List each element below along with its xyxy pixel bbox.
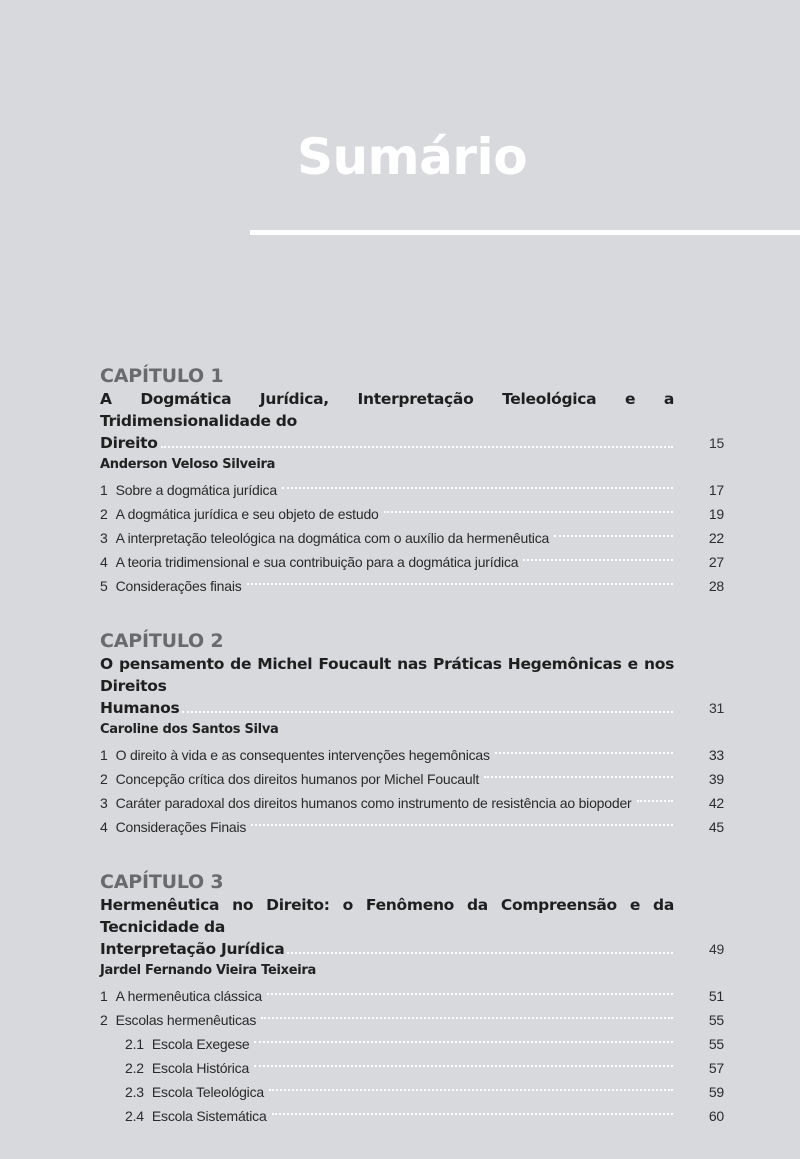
entry-page-number: 22 [708,530,724,546]
dot-leader [287,952,673,954]
dot-leader [554,535,673,537]
entry-page-number: 55 [708,1036,724,1052]
dot-leader [637,800,674,802]
chapter-author: Caroline dos Santos Silva [100,722,279,737]
entry-title: A teoria tridimensional e sua contribuição para a dogmática jurídica [115,554,519,570]
entry-number: 2.4 [125,1108,144,1124]
dot-leader [523,559,673,561]
entry-number: 1 [100,747,108,763]
dot-leader [495,752,673,754]
entry-page-number: 28 [708,578,724,594]
entry-number: 2 [100,771,108,787]
entry-number: 2 [100,506,108,522]
dot-leader [484,776,673,778]
entry-title: Escola Histórica [151,1060,250,1076]
entry-number: 3 [100,530,108,546]
toc-entry[interactable] [100,988,724,1012]
entry-page-number: 42 [708,795,724,811]
chapter-label: CAPÍTULO 1 [100,365,224,387]
chapter-title-line1: O pensamento de Michel Foucault nas Práticas Hegemônicas e nos Direitos [100,655,674,695]
toc-entry[interactable] [100,771,724,795]
chapter-label: CAPÍTULO 3 [100,871,224,893]
entry-number: 2.3 [125,1084,144,1100]
toc-entry[interactable] [100,482,724,506]
toc-entry[interactable] [100,506,724,530]
chapter-title-link[interactable] [100,388,724,454]
toc-entry[interactable] [100,747,724,771]
dot-leader [254,1065,673,1067]
dot-leader [267,993,673,995]
dot-leader [182,711,673,713]
dot-leader [269,1089,673,1091]
entry-title: Escola Exegese [151,1036,250,1052]
page-title: Sumário [296,128,528,186]
toc-entry[interactable] [100,578,724,602]
entry-title: Escola Sistemática [151,1108,267,1124]
chapter-2 [100,629,724,843]
dot-leader [161,446,673,448]
entry-number: 4 [100,819,108,835]
chapter-title-link[interactable] [100,894,724,960]
chapter-page-number: 15 [709,435,724,451]
entry-page-number: 27 [708,554,724,570]
chapter-author: Jardel Fernando Vieira Teixeira [100,963,316,978]
entry-number: 2.2 [125,1060,144,1076]
table-of-contents [100,364,724,1159]
chapter-title-line2: Interpretação Jurídica [100,940,285,958]
entry-title: Concepção crítica dos direitos humanos por Michel Foucault [115,771,480,787]
dot-leader [251,824,673,826]
dot-leader [384,511,673,513]
entry-title: Sobre a dogmática jurídica [115,482,277,498]
toc-entry[interactable] [100,530,724,554]
entry-title: Considerações Finais [115,819,247,835]
chapter-label: CAPÍTULO 2 [100,630,224,652]
dot-leader [247,583,673,585]
entry-page-number: 39 [708,771,724,787]
chapter-page-number: 49 [709,941,724,957]
entry-title: O direito à vida e as consequentes intervenções hegemônicas [115,747,490,763]
entry-number: 3 [100,795,108,811]
toc-entry[interactable] [100,819,724,843]
entry-number: 2 [100,1012,108,1028]
entry-page-number: 17 [708,482,724,498]
entry-number: 2.1 [125,1036,144,1052]
toc-entry[interactable] [100,1060,724,1084]
entry-page-number: 51 [708,988,724,1004]
dot-leader [282,487,673,489]
chapter-title-line2: Direito [100,434,158,452]
toc-entry[interactable] [100,1084,724,1108]
entry-title: A dogmática jurídica e seu objeto de estudo [115,506,379,522]
entry-page-number: 19 [708,506,724,522]
chapter-1 [100,364,724,602]
entry-page-number: 57 [708,1060,724,1076]
entry-page-number: 60 [708,1108,724,1124]
chapter-page-number: 31 [709,700,724,716]
toc-entry[interactable] [100,1036,724,1060]
entry-page-number: 45 [708,819,724,835]
entry-title: Escolas hermenêuticas [115,1012,257,1028]
entry-number: 5 [100,578,108,594]
entry-title: Considerações finais [115,578,242,594]
entry-title: A hermenêutica clássica [115,988,262,1004]
dot-leader [254,1041,673,1043]
chapter-3 [100,870,724,1132]
dot-leader [261,1017,673,1019]
title-divider [250,230,800,235]
entry-number: 4 [100,554,108,570]
entry-number: 1 [100,482,108,498]
entry-page-number: 33 [708,747,724,763]
chapter-title-line1: A Dogmática Jurídica, Interpretação Teleológica e a Tridimensionalidade do [100,390,674,430]
toc-entry[interactable] [100,1012,724,1036]
chapter-title-link[interactable] [100,653,724,719]
entry-number: 1 [100,988,108,1004]
entry-title: A interpretação teleológica na dogmática com o auxílio da hermenêutica [115,530,550,546]
chapter-title-line1: Hermenêutica no Direito: o Fenômeno da Compreensão e da Tecnicidade da [100,896,674,936]
entry-page-number: 55 [708,1012,724,1028]
chapter-author: Anderson Veloso Silveira [100,457,276,472]
chapter-title-line2: Humanos [100,699,180,717]
entry-title: Caráter paradoxal dos direitos humanos como instrumento de resistência ao biopoder [115,795,632,811]
toc-entry[interactable] [100,795,724,819]
entry-title: Escola Teleológica [151,1084,264,1100]
toc-entry[interactable] [100,554,724,578]
toc-entry[interactable] [100,1108,724,1132]
entry-page-number: 59 [708,1084,724,1100]
dot-leader [272,1113,673,1115]
